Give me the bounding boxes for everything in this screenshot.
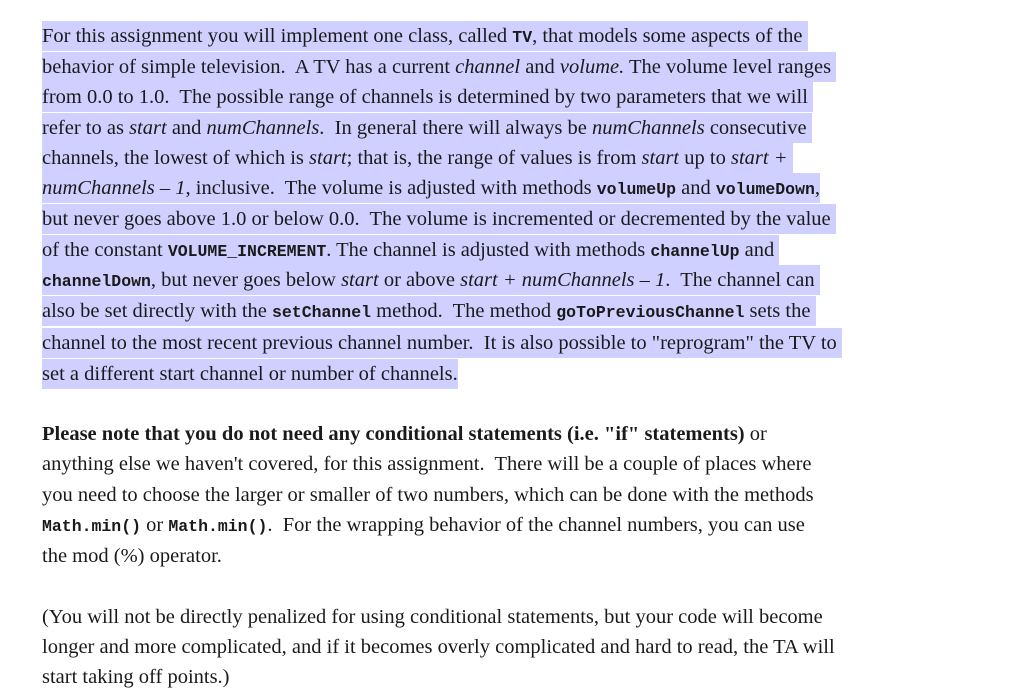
text-line <box>42 632 835 662</box>
text-run: behavior of simple television. A TV has a current <box>42 56 456 78</box>
bold-note: Please note that you do not need any conditional statements (i.e. "if" statements) <box>42 423 745 445</box>
text-run: also be set directly with the <box>42 300 272 322</box>
text-run: longer and more complicated, and if it becomes overly complicated and hard to read, the TA will <box>42 636 835 658</box>
italic-term: numChannels <box>206 117 320 139</box>
text-line <box>42 328 842 358</box>
text-run: set a different start channel or number of channels. <box>42 363 458 385</box>
text-run <box>788 147 793 169</box>
text-run: anything else we haven't covered, for this assignment. There will be a couple of places where <box>42 453 812 475</box>
text-line <box>42 541 222 571</box>
text-line <box>42 21 808 51</box>
text-run: and <box>676 177 716 199</box>
code-identifier: channelDown <box>42 272 151 291</box>
text-run: you need to choose the larger or smaller of two numbers, which can be done with the methods <box>42 484 814 506</box>
text-line <box>42 602 823 632</box>
text-run: channels, the lowest of which is <box>42 147 310 169</box>
text-run: sets the <box>744 300 816 322</box>
code-identifier: goToPreviousChannel <box>556 303 745 322</box>
text-line <box>42 204 836 234</box>
text-run: For this assignment you will implement one class, called <box>42 25 513 47</box>
code-identifier: setChannel <box>272 303 372 322</box>
italic-term: start + numChannels – 1 <box>460 269 666 291</box>
text-run: but never goes above 1.0 or below 0.0. The volume is incremented or decremented by the value <box>42 208 836 230</box>
code-identifier: channelUp <box>650 242 740 261</box>
text-run: The volume level ranges <box>624 56 837 78</box>
text-line <box>42 480 814 510</box>
text-run: consecutive <box>704 117 812 139</box>
italic-term: start <box>309 147 347 169</box>
text-run: start taking off points.) <box>42 666 230 688</box>
text-run: and <box>520 56 560 78</box>
text-run: the mod (%) operator. <box>42 545 222 567</box>
text-run: refer to as <box>42 117 130 139</box>
text-run: . The channel is adjusted with methods <box>326 239 651 261</box>
text-line <box>42 510 805 540</box>
text-run: of the constant <box>42 239 168 261</box>
text-line <box>42 82 813 112</box>
text-run: and <box>166 117 207 139</box>
italic-term: start + <box>730 147 788 169</box>
italic-term: volume. <box>559 56 625 78</box>
text-line <box>42 113 812 143</box>
text-line <box>42 419 767 449</box>
text-run: (You will not be directly penalized for using conditional statements, but your code will become <box>42 606 823 628</box>
text-run: or above <box>378 269 461 291</box>
text-line <box>42 662 230 692</box>
text-run: or <box>141 514 169 536</box>
text-run: . For the wrapping behavior of the channel numbers, you can use <box>267 514 805 536</box>
italic-term: start <box>341 269 379 291</box>
code-identifier: volumeUp <box>596 180 676 199</box>
code-identifier: TV <box>512 28 533 47</box>
text-line <box>42 173 820 203</box>
code-identifier: VOLUME_INCREMENT <box>167 242 327 261</box>
text-run: or <box>744 423 767 445</box>
text-line <box>42 143 793 173</box>
text-run: up to <box>679 147 731 169</box>
text-run: , but never goes below <box>150 269 342 291</box>
text-run: method. The method <box>371 300 557 322</box>
text-line <box>42 449 812 479</box>
italic-term: start <box>129 117 167 139</box>
text-run: and <box>739 239 780 261</box>
italic-term: channel <box>455 56 521 78</box>
code-identifier: volumeDown <box>715 180 815 199</box>
text-run: , <box>814 177 821 199</box>
text-line <box>42 52 836 82</box>
text-run: , that models some aspects of the <box>532 25 808 47</box>
text-run: . In general there will always be <box>319 117 592 139</box>
text-run: ; that is, the range of values is from <box>346 147 642 169</box>
text-run: from 0.0 to 1.0. The possible range of channels is determined by two parameters that we will <box>42 86 814 108</box>
text-line <box>42 296 816 326</box>
text-run: channel to the most recent previous channel number. It is also possible to "reprogram" the TV to <box>42 332 842 354</box>
code-identifier: Math.min() <box>42 517 142 536</box>
italic-term: numChannels <box>591 117 705 139</box>
italic-term: numChannels – 1 <box>42 177 186 199</box>
text-run: . The channel can <box>665 269 820 291</box>
text-run: , inclusive. The volume is adjusted with methods <box>185 177 597 199</box>
italic-term: start <box>641 147 680 169</box>
text-line <box>42 265 820 295</box>
code-identifier: Math.min() <box>168 517 268 536</box>
text-line <box>42 235 779 265</box>
text-line <box>42 359 458 389</box>
